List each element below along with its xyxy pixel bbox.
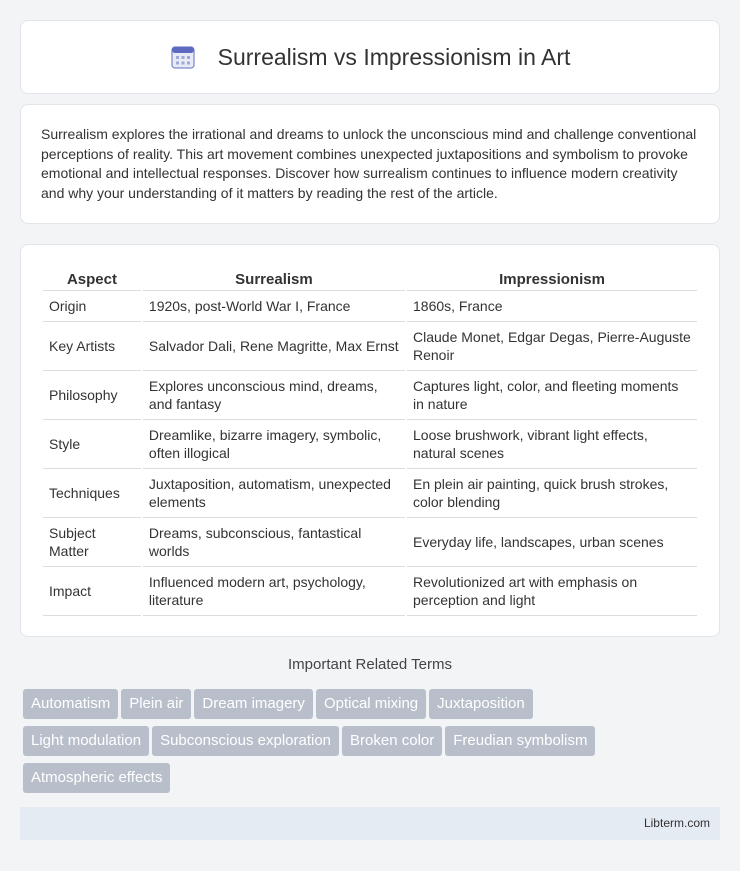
table-cell: 1860s, France <box>407 291 697 322</box>
table-row <box>43 291 697 322</box>
table-cell: Salvador Dali, Rene Magritte, Max Ernst <box>143 322 405 371</box>
table-row <box>43 322 697 371</box>
intro-text: Surrealism explores the irrational and dreams to unlock the unconscious mind and challenge conventional perceptions of reality. This art movement combines unexpected juxtapositions and symbolism to provoke emotional and intellectual responses. Discover how surrealism continues to influence modern creativity and why your understanding of it matters by reading the rest of the article. <box>41 126 697 201</box>
table-cell: Origin <box>43 291 141 322</box>
intro-card <box>20 104 720 224</box>
table-header-row <box>43 265 697 291</box>
comparison-table <box>41 265 699 616</box>
calendar-icon <box>170 44 196 70</box>
comparison-card <box>20 244 720 637</box>
term-tag[interactable]: Freudian symbolism <box>445 726 595 756</box>
term-tag[interactable]: Optical mixing <box>316 689 426 719</box>
table-cell: Key Artists <box>43 322 141 371</box>
table-cell: Subject Matter <box>43 518 141 567</box>
table-cell: Captures light, color, and fleeting moments in nature <box>407 371 697 420</box>
table-row <box>43 469 697 518</box>
term-tag[interactable]: Subconscious exploration <box>152 726 339 756</box>
term-tag[interactable]: Automatism <box>23 689 118 719</box>
page-title: Surrealism vs Impressionism in Art <box>217 43 571 70</box>
term-tag[interactable]: Juxtaposition <box>429 689 533 719</box>
column-header: Impressionism <box>407 265 697 291</box>
column-header: Surrealism <box>143 265 405 291</box>
term-tag[interactable]: Light modulation <box>23 726 149 756</box>
table-cell: Influenced modern art, psychology, literature <box>143 567 405 616</box>
footer <box>20 807 720 840</box>
table-cell: Revolutionized art with emphasis on perception and light <box>407 567 697 616</box>
related-terms-list <box>23 689 717 800</box>
table-cell: Explores unconscious mind, dreams, and fantasy <box>143 371 405 420</box>
table-cell: 1920s, post-World War I, France <box>143 291 405 322</box>
term-tag[interactable]: Atmospheric effects <box>23 763 170 793</box>
table-row <box>43 420 697 469</box>
table-cell: Loose brushwork, vibrant light effects, natural scenes <box>407 420 697 469</box>
table-cell: Impact <box>43 567 141 616</box>
column-header: Aspect <box>43 265 141 291</box>
table-cell: Dreamlike, bizarre imagery, symbolic, often illogical <box>143 420 405 469</box>
table-cell: En plein air painting, quick brush strokes, color blending <box>407 469 697 518</box>
term-tag[interactable]: Plein air <box>121 689 191 719</box>
table-row <box>43 371 697 420</box>
footer-link[interactable]: Libterm.com <box>643 816 710 830</box>
table-row <box>43 518 697 567</box>
table-cell: Dreams, subconscious, fantastical worlds <box>143 518 405 567</box>
table-cell: Style <box>43 420 141 469</box>
term-tag[interactable]: Dream imagery <box>194 689 313 719</box>
table-cell: Techniques <box>43 469 141 518</box>
related-terms-title: Important Related Terms <box>288 656 452 673</box>
title-card <box>20 20 720 94</box>
table-cell: Juxtaposition, automatism, unexpected elements <box>143 469 405 518</box>
table-cell: Claude Monet, Edgar Degas, Pierre-Auguste Renoir <box>407 322 697 371</box>
table-row <box>43 567 697 616</box>
term-tag[interactable]: Broken color <box>342 726 442 756</box>
table-cell: Philosophy <box>43 371 141 420</box>
table-cell: Everyday life, landscapes, urban scenes <box>407 518 697 567</box>
